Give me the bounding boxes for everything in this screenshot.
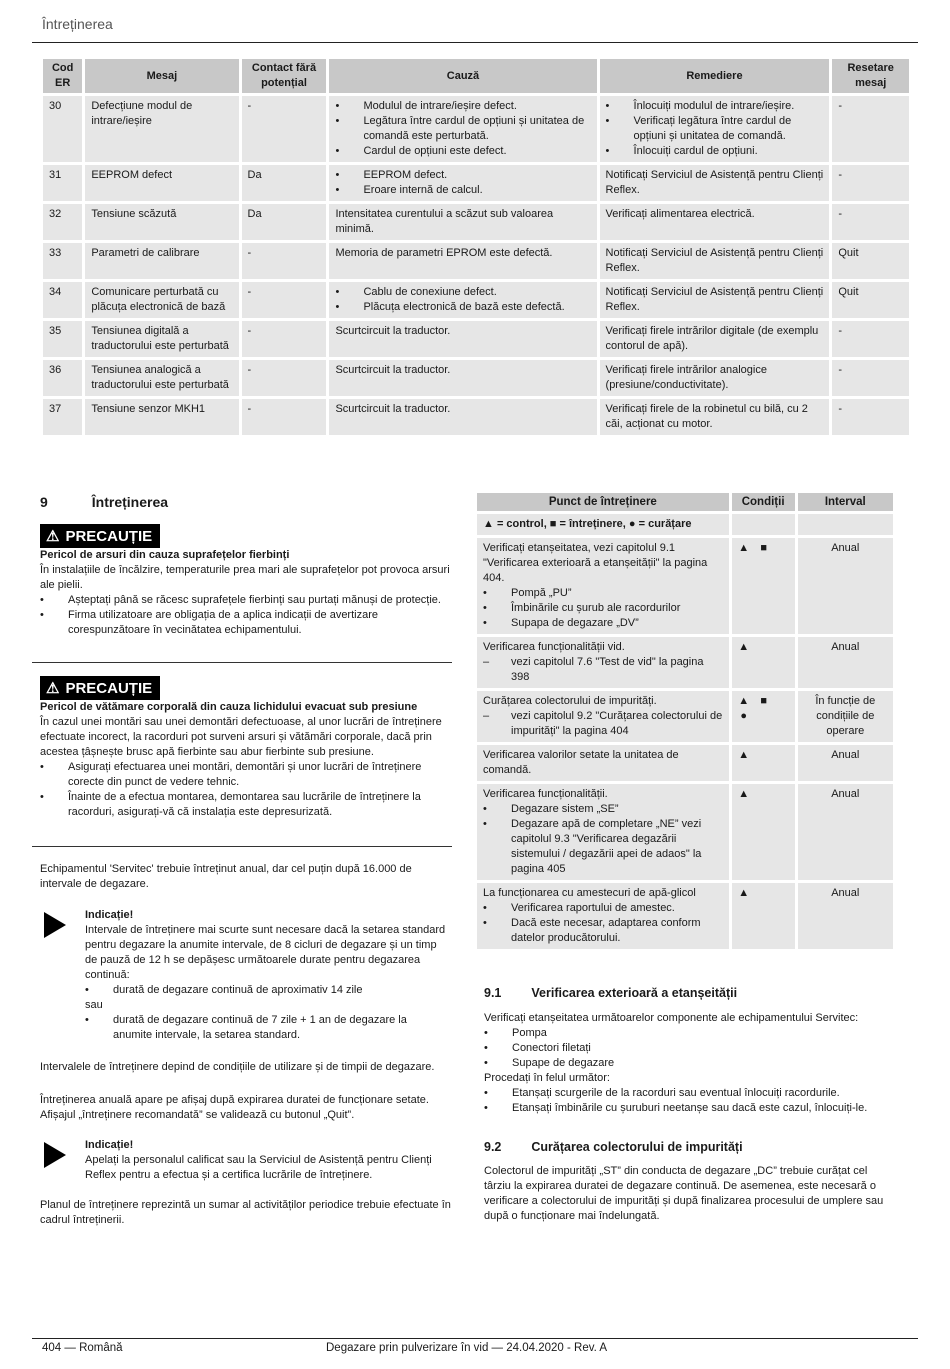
cell-contact: Da (242, 165, 327, 201)
maintenance-icon: ■ (760, 695, 767, 707)
caution-badge (40, 676, 160, 700)
table-row (43, 204, 909, 240)
point-text: Verificarea funcționalității. (483, 788, 608, 800)
maintenance-body (477, 538, 893, 949)
list-item: – vezi capitolul 7.6 "Test de vid" la pagina 398 (483, 655, 723, 685)
note-title: Indicație! (85, 909, 134, 921)
subsection-title: Curățarea colectorului de impurități (531, 1140, 743, 1154)
bullet-list (335, 168, 590, 198)
cell-message: Comunicare perturbată cu plăcuța electronică de bază (85, 282, 238, 318)
warning-triangle-icon: ⚠ (46, 680, 60, 697)
note-text: Intervale de întreținere mai scurte sunt necesare dacă la setarea standard pentru degazare la anumite intervale, de 8 cicluri de degazare și un timp de pauză de 12 h se depășesc următoarele durate pentru degazarea continuă: (85, 924, 446, 981)
caution-item: • Asigurați efectuarea unei montări, demontări și unor lucrări de întreținere corecte din punct de vedere tehnic. (40, 760, 452, 790)
cell-remedy: Notificați Serviciul de Asistență pentru Clienți Reflex. (600, 165, 830, 201)
table-row (477, 883, 893, 949)
table-row (477, 745, 893, 781)
point-text: Verificați etanșeitatea, vezi capitolul 9.1 "Verificarea exterioară a etanșeității" la pagina 404. (483, 542, 708, 584)
cell-cause (329, 96, 596, 162)
list-item: • Degazare sistem „SE” (483, 802, 723, 817)
cell-interval: În funcție de condițiile de operare (798, 691, 893, 742)
list-item: • Înlocuiți modulul de intrare/ieșire. (606, 99, 824, 114)
cell-code: 31 (43, 165, 82, 201)
caution-item: • Așteptați până se răcesc suprafețele fierbinți sau purtați mănuși de protecție. (40, 593, 452, 608)
cell-message: Parametri de calibrare (85, 243, 238, 279)
caution-title: Pericol de vătămare corporală din cauza lichidului evacuat sub presiune (40, 701, 418, 713)
point-text: Verificarea valorilor setate la unitatea de comandă. (483, 749, 679, 776)
table-row (43, 399, 909, 435)
paragraph: Echipamentul 'Servitec' trebuie întreținut anual, dar cel puțin după 16.000 de intervale de degazare. (40, 863, 412, 890)
error-table (40, 56, 912, 438)
col-header: Interval (798, 493, 893, 511)
list-item: • Cardul de opțiuni este defect. (335, 144, 590, 159)
table-row (477, 637, 893, 688)
table-row (43, 321, 909, 357)
cell-interval: Anual (798, 784, 893, 880)
cell-maintenance-point (477, 883, 729, 949)
list-item: • Dacă este necesar, adaptarea conform datelor producătorului. (483, 916, 723, 946)
maintenance-header (477, 493, 893, 511)
table-row (43, 96, 909, 162)
caution-badge (40, 524, 160, 548)
cell-reset: - (832, 96, 909, 162)
caution-text: În instalațiile de încălzire, temperaturile prea mari ale suprafețelor pot provoca arsuri ale pielii. (40, 564, 450, 591)
cell-contact: - (242, 321, 327, 357)
table-row (477, 691, 893, 742)
section-number: 9 (40, 494, 48, 510)
cell-maintenance-point (477, 745, 729, 781)
bullet-list (483, 901, 723, 946)
caution-label: PRECAUȚIE (65, 528, 153, 545)
cell-contact: Da (242, 204, 327, 240)
control-icon: ▲ (738, 887, 750, 899)
cell-conditions (732, 691, 795, 742)
cell-maintenance-point (477, 538, 729, 634)
cell-interval: Anual (798, 745, 893, 781)
cell-code: 33 (43, 243, 82, 279)
legend-blank (798, 514, 893, 535)
control-icon: ▲ (738, 641, 750, 653)
subsection-9-1 (484, 986, 894, 1116)
cell-contact: - (242, 96, 327, 162)
caution-item: • Firma utilizatoare are obligația de a aplica indicații de avertizare corespunzătoare în vecinătatea echipamentului. (40, 608, 452, 638)
cell-cause: Scurtcircuit la traductor. (329, 360, 596, 396)
cell-cause (329, 282, 596, 318)
col-header: Cauză (329, 59, 596, 93)
cell-conditions (732, 883, 795, 949)
cell-reset: - (832, 321, 909, 357)
cell-remedy: Verificați firele de la robinetul cu bilă, cu 2 căi, acționat cu motor. (600, 399, 830, 435)
cell-message: Defecțiune modul de intrare/ieșire (85, 96, 238, 162)
list-item: • Verificarea raportului de amestec. (483, 901, 723, 916)
list-item: – vezi capitolul 9.2 "Curățarea colectorului de impurități" la pagina 404 (483, 709, 723, 739)
col-header: Resetare mesaj (832, 59, 909, 93)
bullet-list (335, 99, 590, 159)
cell-cause: Scurtcircuit la traductor. (329, 321, 596, 357)
col-header: Contact fără potențial (242, 59, 327, 93)
table-row (477, 784, 893, 880)
paragraph: Intervalele de întreținere depind de condițiile de utilizare și de timpii de degazare. (40, 1061, 435, 1073)
table-row (477, 538, 893, 634)
cell-reset: - (832, 204, 909, 240)
cell-message: Tensiune senzor MKH1 (85, 399, 238, 435)
note-or: sau (85, 999, 103, 1011)
cell-cause: Intensitatea curentului a scăzut sub valoarea minimă. (329, 204, 596, 240)
list-item: • Modulul de intrare/ieșire defect. (335, 99, 590, 114)
dash-list (483, 709, 723, 739)
list-item: • Îmbinările cu șurub ale racordurilor (483, 601, 723, 616)
bullet-list (335, 285, 590, 315)
control-icon: ▲ (738, 695, 750, 707)
footer-page: 404 — Română (42, 1342, 123, 1354)
maintenance-icon: ■ (760, 542, 767, 554)
header-rule (32, 42, 918, 43)
table-row (43, 243, 909, 279)
cell-remedy: Verificați firele intrărilor digitale (de exemplu contorul de apă). (600, 321, 830, 357)
cell-remedy (600, 96, 830, 162)
paragraph: Planul de întreținere reprezintă un sumar al activităților periodice trebuie efectuate în cadrul întreținerii. (40, 1199, 451, 1226)
cell-code: 30 (43, 96, 82, 162)
cell-contact: - (242, 399, 327, 435)
error-table-body (43, 96, 909, 435)
note-item: • durată de degazare continuă de aproximativ 14 zile (85, 983, 447, 998)
note-text: Apelați la personalul calificat sau la Serviciul de Asistență pentru Clienți Reflex pentru a efectua și a certifica lucrările de întreținere. (85, 1154, 432, 1181)
point-text: Curățarea colectorului de impurități. (483, 695, 657, 707)
list-item: • Pompă „PU” (483, 586, 723, 601)
cell-conditions (732, 637, 795, 688)
point-text: La funcționarea cu amestecuri de apă-glicol (483, 887, 696, 899)
cell-code: 37 (43, 399, 82, 435)
cell-remedy: Notificați Serviciul de Asistență pentru Clienți Reflex. (600, 282, 830, 318)
col-header: Mesaj (85, 59, 238, 93)
control-icon: ▲ (738, 788, 750, 800)
cell-code: 34 (43, 282, 82, 318)
list-item: • Înlocuiți cardul de opțiuni. (606, 144, 824, 159)
cell-contact: - (242, 360, 327, 396)
col-header: Remediere (600, 59, 830, 93)
divider (32, 846, 452, 847)
list-item: • Legătura între cardul de opțiuni și unitatea de comandă este perturbată. (335, 114, 590, 144)
control-icon: ▲ (738, 749, 750, 761)
section-title: Întreținerea (91, 494, 169, 510)
cell-reset: - (832, 165, 909, 201)
note-title: Indicație! (85, 1139, 134, 1151)
cell-message: Tensiune scăzută (85, 204, 238, 240)
cell-code: 32 (43, 204, 82, 240)
divider (32, 662, 452, 663)
subsection-heading (484, 986, 894, 1001)
list-item: • Conectori filetați (484, 1041, 894, 1056)
bullet-list (483, 802, 723, 877)
list-item: • Cablu de conexiune defect. (335, 285, 590, 300)
table-row (43, 282, 909, 318)
cell-reset: - (832, 399, 909, 435)
cell-reset: - (832, 360, 909, 396)
subsection-9-2 (484, 1140, 894, 1224)
cell-code: 35 (43, 321, 82, 357)
cell-interval: Anual (798, 637, 893, 688)
footer-rule (32, 1338, 918, 1339)
arrow-right-icon (44, 912, 66, 938)
list-item: • Supapa de degazare „DV” (483, 616, 723, 631)
cell-maintenance-point (477, 637, 729, 688)
legend-blank (732, 514, 795, 535)
cell-contact: - (242, 243, 327, 279)
cell-maintenance-point (477, 784, 729, 880)
arrow-right-icon (44, 1142, 66, 1168)
list-item: • Supape de degazare (484, 1056, 894, 1071)
legend: ▲ = control, ■ = întreținere, ● = curățare (477, 514, 729, 535)
cell-remedy: Verificați alimentarea electrică. (600, 204, 830, 240)
cell-message: Tensiunea analogică a traductorului este perturbată (85, 360, 238, 396)
cell-remedy: Verificați firele intrărilor analogice (presiune/conductivitate). (600, 360, 830, 396)
cell-code: 36 (43, 360, 82, 396)
paragraph: Întreținerea anuală apare pe afișaj după expirarea duratei de funcționare setate. Afișajul „întreținere recomandată” se validează cu butonul „Quit”. (40, 1094, 429, 1121)
list-item: • Verificați legătura între cardul de opțiuni și unitatea de comandă. (606, 114, 824, 144)
list-item: • EEPROM defect. (335, 168, 590, 183)
cell-conditions (732, 745, 795, 781)
table-row (43, 360, 909, 396)
note-box (85, 1138, 447, 1183)
point-text: Verificarea funcționalității vid. (483, 641, 625, 653)
caution-label: PRECAUȚIE (65, 680, 153, 697)
bullet-list (483, 586, 723, 631)
subsection-heading (484, 1140, 894, 1155)
cleaning-icon: ● (740, 710, 747, 722)
cell-cause: Memoria de parametri EPROM este defectă. (329, 243, 596, 279)
caution-title: Pericol de arsuri din cauza suprafețelor fierbinți (40, 549, 290, 561)
cell-maintenance-point (477, 691, 729, 742)
error-table-header (43, 59, 909, 93)
list-item: • Eroare internă de calcul. (335, 183, 590, 198)
running-header: Întreținerea (42, 16, 113, 32)
note-item: • durată de degazare continuă de 7 zile + 1 an de degazare la anumite intervale, la setarea standard. (85, 1013, 447, 1043)
cell-conditions (732, 538, 795, 634)
cell-conditions (732, 784, 795, 880)
dash-list (483, 655, 723, 685)
caution-box-burns (40, 524, 452, 638)
cell-interval: Anual (798, 538, 893, 634)
list-item: • Plăcuța electronică de bază este defectă. (335, 300, 590, 315)
warning-triangle-icon: ⚠ (46, 528, 60, 545)
cell-cause (329, 165, 596, 201)
caution-item: • Înainte de a efectua montarea, demontarea sau lucrările de întreținere la racorduri, asigurați-vă că instalația este depresurizată. (40, 790, 452, 820)
paragraph: Verificați etanșeitatea următoarelor componente ale echipamentului Servitec: (484, 1012, 859, 1024)
caution-box-pressure (40, 676, 452, 820)
control-icon: ▲ (738, 542, 750, 554)
section-heading (40, 494, 452, 510)
list-item: • Etanșați scurgerile de la racorduri sau eventual înlocuiți racordurile. (484, 1086, 894, 1101)
paragraph: Colectorul de impurități „ST” din conducta de degazare „DC” trebuie curățat cel târziu la expirarea duratei de degazare continuă. De asemenea, este necesară o verificare a colectorului de impurități și după finalizarea procesului de umplere sau după o funcționare mai îndelungată. (484, 1165, 884, 1222)
table-row (43, 165, 909, 201)
subsection-title: Verificarea exterioară a etanșeității (531, 986, 738, 1000)
cell-message: EEPROM defect (85, 165, 238, 201)
cell-interval: Anual (798, 883, 893, 949)
col-header: Cod ER (43, 59, 82, 93)
cell-contact: - (242, 282, 327, 318)
col-header: Punct de întreținere (477, 493, 729, 511)
maintenance-table (474, 490, 896, 952)
cell-remedy: Notificați Serviciul de Asistență pentru Clienți Reflex. (600, 243, 830, 279)
col-header: Condiții (732, 493, 795, 511)
note-box (85, 908, 447, 1043)
paragraph: Procedați în felul următor: (484, 1072, 610, 1084)
bullet-list (606, 99, 824, 159)
cell-reset: Quit (832, 243, 909, 279)
subsection-number: 9.2 (484, 1140, 502, 1154)
list-item: • Degazare apă de completare „NE” vezi capitolul 9.3 "Verificarea degazării sistemului / degazării apei de adaos" la pagina 405 (483, 817, 723, 877)
subsection-number: 9.1 (484, 986, 502, 1000)
list-item: • Etanșați îmbinările cu șuruburi neetanșe sau dacă este cazul, înlocuiți-le. (484, 1101, 894, 1116)
cell-reset: Quit (832, 282, 909, 318)
cell-cause: Scurtcircuit la traductor. (329, 399, 596, 435)
list-item: • Pompa (484, 1026, 894, 1041)
legend-row (477, 514, 893, 535)
footer-doc: Degazare prin pulverizare în vid — 24.04.2020 - Rev. A (326, 1342, 608, 1354)
cell-message: Tensiunea digitală a traductorului este perturbată (85, 321, 238, 357)
caution-text: În cazul unei montări sau unei demontări defectuoase, al unor lucrări de întreținere efectuate incorect, la racorduri pot surveni arsuri și vătămări corporale, dacă prin acestea țâșnește brusc apă fierbinte sau abur fierbinte sub presiune. (40, 716, 442, 758)
